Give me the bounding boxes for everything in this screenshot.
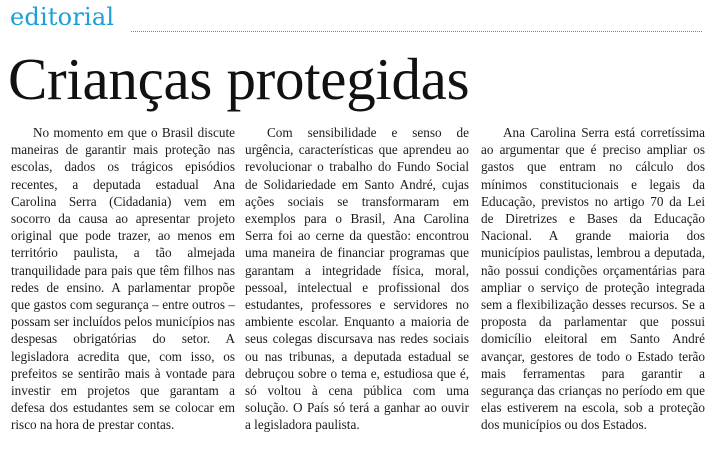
- paragraph: Com sensibilidade e senso de urgência, características que aprendeu ao revolucionar o trabalho do Fundo Social de Solidariedade em Santo André, cujas ações sociais se transformaram em exemplos para o Brasil, Ana Carolina Serra foi ao cerne da questão: encontrou uma maneira de financiar programas que garantam a integridade física, moral, pessoal, intelectual e profissional dos estudantes, professores e servidores no ambiente escolar. Enquanto a maioria de seus colegas discursava nas redes sociais ou nas tribunas, a deputada estadual se debruçou sobre o tema e, estudiosa que é, só voltou à cena pública com uma solução. O País só terá a ganhar ao ouvir a legisladora paulista.: [245, 125, 469, 433]
- paragraph: No momento em que o Brasil discute maneiras de garantir mais proteção nas escolas, dados os trágicos episódios recentes, a deputada estadual Ana Carolina Serra (Cidadania) vem em socorro da causa ao apresentar projeto original que pode trazer, ao menos em território paulista, a tão almejada tranquilidade para pais que têm filhos nas redes de ensino. A parlamentar propõe que gastos com segurança – entre outros – possam ser incluídos pelos municípios nas despesas obrigatórias do setor. A legisladora acredita que, com isso, os prefeitos se sentirão mais à vontade para investir em projetos que garantam a defesa dos estudantes sem se colocar em risco na hora de prestar contas.: [11, 125, 235, 433]
- section-kicker: editorial: [10, 3, 115, 31]
- paragraph: Ana Carolina Serra está corretíssima ao argumentar que é preciso ampliar os gastos que entram no cálculo dos mínimos constitucionais e legais da Educação, previstos no artigo 70 da Lei de Diretrizes e Bases da Educação Nacional. A grande maioria dos municípios paulistas, lembrou a deputada, não possui condições orçamentárias para ampliar o serviço de proteção integrada sem a flexibilização desses recursos. Se a proposta da parlamentar que possui domicílio eleitoral em Santo André avançar, gestores de todo o Estado terão mais ferramentas para garantir a segurança das crianças no período em que elas estiverem na escola, sob a proteção dos municípios ou dos Estados.: [481, 125, 705, 433]
- kicker-rule: [131, 31, 702, 32]
- column-3: [481, 124, 705, 434]
- column-1: [11, 124, 235, 434]
- column-2: [245, 124, 469, 434]
- headline: Crianças protegidas: [8, 46, 470, 112]
